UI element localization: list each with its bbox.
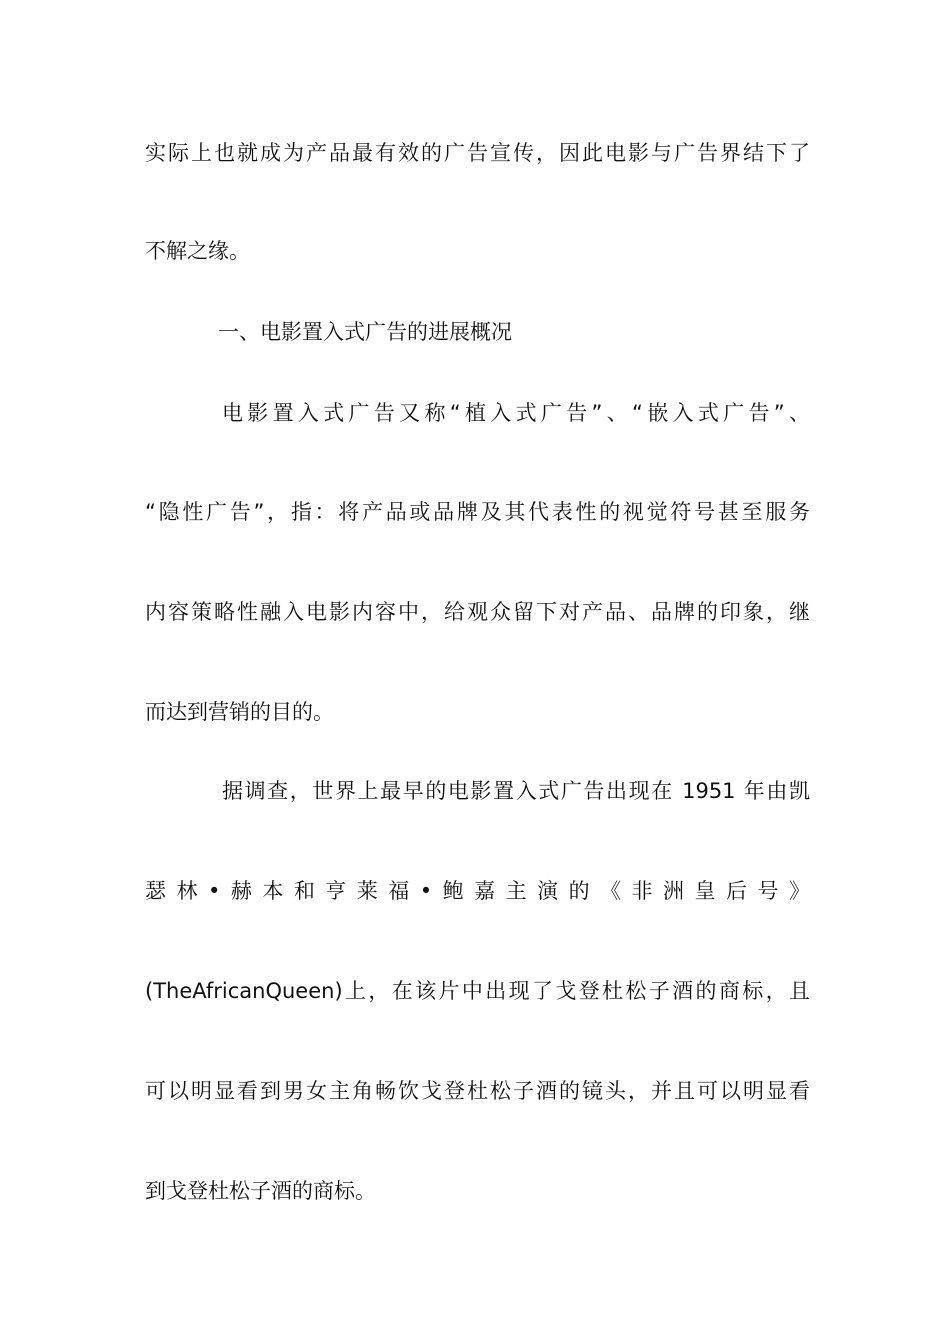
paragraph-line-7: 据调查，世界上最早的电影置入式广告出现在 1951 年由凯 [222,779,810,803]
paragraph-line-6: 而达到营销的目的。 [145,700,334,724]
paragraph-line-11: 到戈登杜松子酒的商标。 [145,1179,376,1203]
paragraph-line-5: 内容策略性融入电影内容中，给观众留下对产品、品牌的印象，继 [145,600,810,624]
paragraph-line-1: 实际上也就成为产品最有效的广告宣传，因此电影与广告界结下了 [145,141,810,165]
paragraph-line-8: 瑟林•赫本和亨莱福•鲍嘉主演的《非洲皇后号》 [145,879,810,903]
paragraph-line-4: “隐性广告”，指：将产品或品牌及其代表性的视觉符号甚至服务 [145,500,810,524]
section-heading: 一、电影置入式广告的进展概况 [218,320,512,344]
paragraph-line-3: 电影置入式广告又称“植入式广告”、“嵌入式广告”、 [222,401,810,425]
paragraph-line-10: 可以明显看到男女主角畅饮戈登杜松子酒的镜头，并且可以明显看 [145,1079,810,1103]
paragraph-line-9: (TheAfricanQueen)上，在该片中出现了戈登杜松子酒的商标，且 [145,979,810,1003]
paragraph-line-2: 不解之缘。 [145,239,250,263]
